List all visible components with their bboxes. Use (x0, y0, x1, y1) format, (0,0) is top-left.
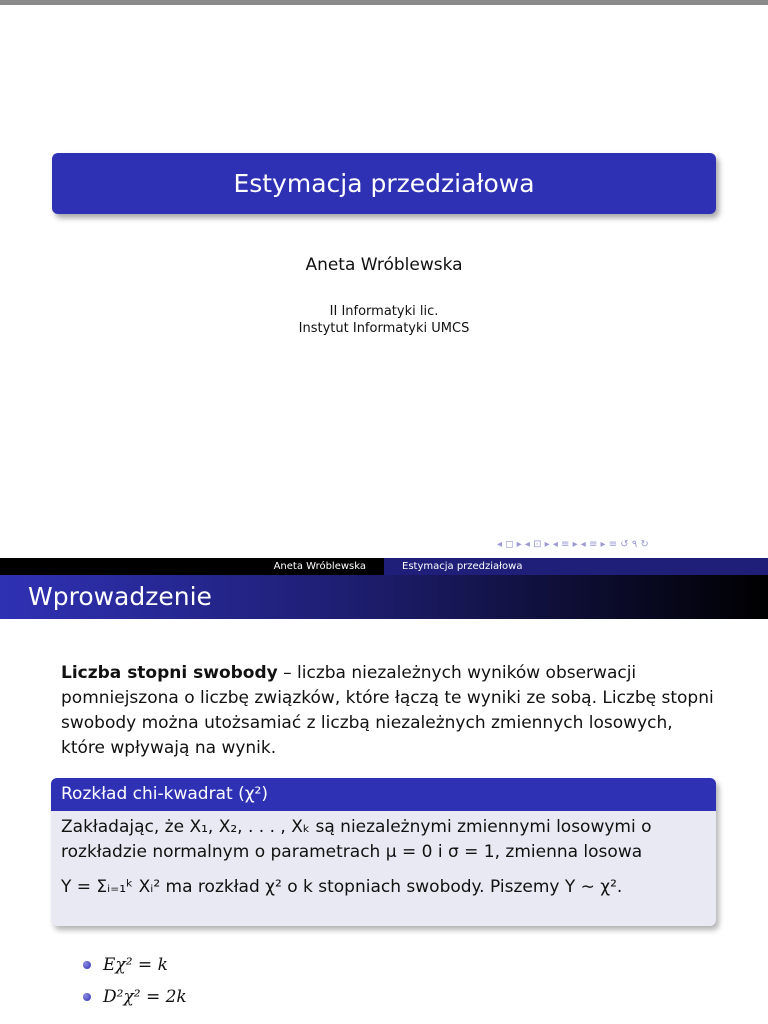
footer-author: Aneta Wróblewska (273, 561, 366, 572)
property-list (83, 950, 187, 1014)
footer-title: Estymacja przedziałowa (402, 561, 523, 572)
chi-square-block (51, 778, 716, 926)
slide-footline (0, 558, 768, 575)
institution-line-2: Instytut Informatyki UMCS (298, 321, 470, 336)
beamer-navigation-icons[interactable]: ◂ ◻ ▸ ◂ ⊡ ▸ ◂ ≡ ▸ ◂ ≡ ▸ ≡ ↺ ۹ ↻ (497, 539, 649, 550)
bullet-icon (83, 961, 91, 969)
variance-formula: D²χ² = 2k (103, 987, 187, 1007)
author-name: Aneta Wróblewska (305, 255, 463, 275)
top-border (0, 0, 768, 5)
block-line-1: Zakładając, że X₁, X₂, . . . , Xₖ są niezależnymi zmiennymi losowymi o (61, 817, 652, 837)
institution-line-1: II Informatyki lic. (329, 304, 439, 319)
footer-title-section (384, 558, 768, 575)
bullet-icon (83, 993, 91, 1001)
frame-title: Wprowadzenie (0, 575, 768, 619)
presentation-title: Estymacja przedziałowa (52, 153, 716, 214)
definition-paragraph (61, 661, 721, 761)
block-title: Rozkład chi-kwadrat (χ²) (51, 778, 716, 811)
block-line-3: Y = Σᵢ₌₁ᵏ Xᵢ² ma rozkład χ² o k stopniach swobody. Piszemy Y ∼ χ². (61, 877, 623, 897)
block-body (51, 811, 716, 900)
definition-text: – liczba niezależnych wyników obserwacji pomniejszona o liczbę związków, które łączą te wyniki ze sobą. Liczbę stopni swobody można utożsamiać z liczbą niezależnych zmiennych losowych, które wpływają na wynik. (61, 663, 714, 758)
expected-value-formula: Eχ² = k (103, 955, 168, 975)
footer-author-section (0, 558, 384, 575)
definition-term: Liczba stopni swobody (61, 663, 278, 683)
list-item (83, 950, 187, 982)
block-line-2: rozkładzie normalnym o parametrach μ = 0 i σ = 1, zmienna losowa (61, 842, 643, 862)
list-item (83, 982, 187, 1014)
